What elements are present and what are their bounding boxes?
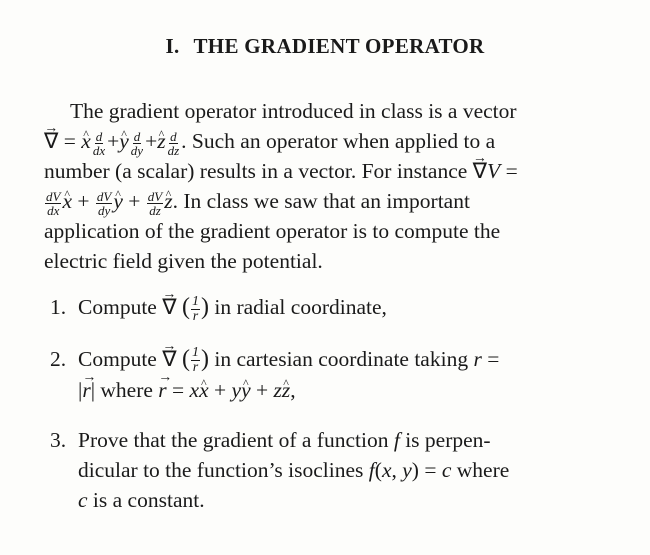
paragraph-line-1: The gradient operator introduced in class is a vector — [70, 99, 517, 123]
section-heading — [0, 34, 650, 59]
nabla-vector: → ∇ — [44, 126, 58, 156]
d-dz-fraction: $\frac{d}{dz}$ — [167, 128, 180, 158]
list-marker: 3. — [50, 428, 67, 453]
list-item: 2. Compute → ∇ ( $\frac{1}{r}$ ) in cartesian coordinate taking r = |→ r| where → r = x^ x + y^ y + z^ z, — [78, 344, 638, 406]
intro-paragraph — [44, 96, 636, 276]
paragraph-line-5: application of the gradient operator is to compute the — [44, 219, 501, 243]
list-item: 1. Compute → ∇ ( $\frac{1}{r}$ ) in radial coordinate, — [78, 292, 638, 324]
section-title: THE GRADIENT OPERATOR — [193, 34, 485, 58]
paragraph-line-3: number (a scalar) results in a vector. For instance → ∇V = — [44, 156, 636, 186]
d-dx-fraction: $\frac{d}{dx}$ — [92, 128, 106, 158]
gradient-example-line: $\frac{dV}{dx}$ ^ x + $\frac{dV}{dy}$ ^ y + $\frac{dV}{dz}$ ^ z. In class we saw that an important — [44, 186, 636, 216]
paragraph-line-6: electric field given the potential. — [44, 249, 323, 273]
list-marker: 1. — [50, 295, 67, 319]
gradient-definition-line: → ∇ = ^ x $\frac{d}{dx}$ +^ y $\frac{d}{dy}$ +^ z $\frac{d}{dz}$ . Such an operator when applied to a — [44, 126, 636, 156]
list-marker: 2. — [50, 346, 67, 371]
exercise-list — [50, 292, 638, 535]
section-number: I. — [165, 34, 180, 58]
d-dy-fraction: $\frac{d}{dy}$ — [130, 128, 144, 158]
list-item: 3. Prove that the gradient of a function f is perpen- dicular to the function’s isoclines f(x, y) = c where c is a constant. — [78, 425, 638, 515]
